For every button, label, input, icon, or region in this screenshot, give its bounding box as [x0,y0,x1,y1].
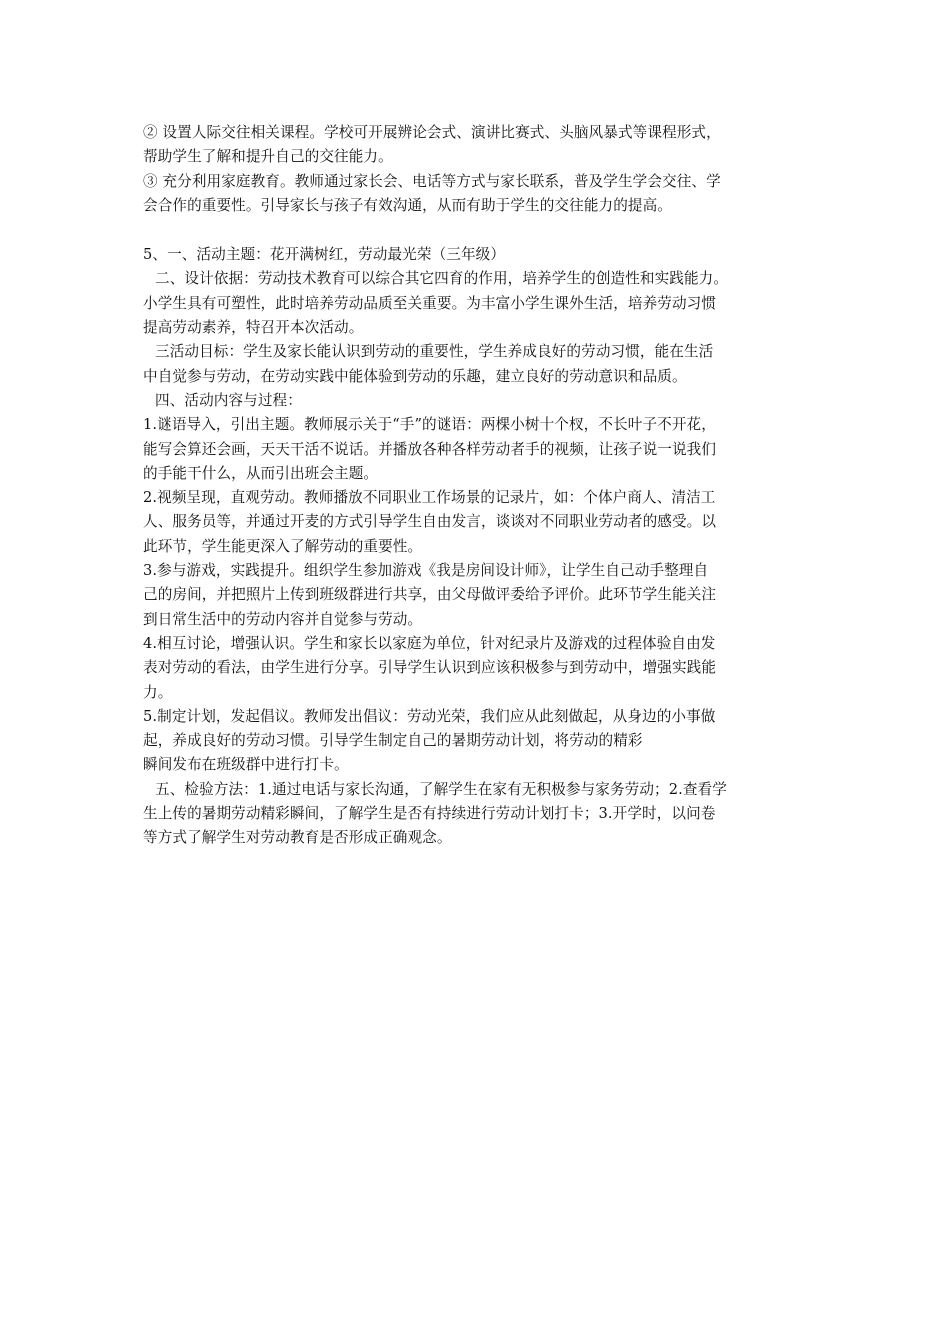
step-5-line-2: 起，养成良好的劳动习惯。引导学生制定自己的暑期劳动计划，将劳动的精彩 [143,732,643,750]
check-method-line-2: 生上传的暑期劳动精彩瞬间，了解学生是否有持续进行劳动计划打卡；3.开学时，以问卷 [143,805,716,823]
step-3-line-1: 3.参与游戏，实践提升。组织学生参加游戏《我是房间设计师》，让学生自己动手整理自 [143,562,709,580]
process-heading-text: 四、活动内容与过程： [155,391,302,409]
step-1-paragraph [143,413,815,486]
design-basis-paragraph [143,267,815,291]
item-2-line-1: ② 设置人际交往相关课程。学校可开展辨论会式、演讲比赛式、头脑风暴式等课程形式， [143,124,721,141]
process-heading [143,389,815,413]
step-5-line-3: 瞬间发布在班级群中进行打卡。 [143,756,349,774]
design-basis-line-1: 二、设计依据：劳动技术教育可以综合其它四育的作用，培养学生的创造性和实践能力。 [155,270,729,288]
step-2-paragraph [143,486,815,559]
step-5-paragraph [143,705,815,778]
item-2-line-2: 帮助学生了解和提升自己的交往能力。 [143,148,393,166]
step-2-line-2: 人、服务员等，并通过开麦的方式引导学生自由发言，谈谈对不同职业劳动者的感受。以 [143,513,717,531]
step-3-line-2: 己的房间，并把照片上传到班级群进行共享，由父母做评委给予评价。此环节学生能关注 [143,586,717,604]
design-basis-line-2: 小学生具有可塑性，此时培养劳动品质至关重要。为丰富小学生课外生活，培养劳动习惯 [143,294,717,312]
activity-goal-continued [143,365,815,389]
activity-goal-line-2: 中自觉参与劳动，在劳动实践中能体验到劳动的乐趣，建立良好的劳动意识和品质。 [143,367,687,385]
step-4-paragraph [143,632,815,705]
check-method-line-3: 等方式了解学生对劳动教育是否形成正确观念。 [143,829,452,847]
document-body [143,121,815,851]
step-2-line-1: 2.视频呈现，直观劳动。教师播放不同职业工作场景的记录片，如：个体户商人、清洁工 [143,489,716,507]
item-3-line-1: ③ 充分利用家庭教育。教师通过家长会、电话等方式与家长联系，普及学生学会交往、学 [143,172,721,190]
step-4-line-1: 4.相互讨论，增强认识。学生和家长以家庭为单位，针对纪录片及游戏的过程体验自由发 [143,634,716,652]
check-method-line-1: 五、检验方法：1.通过电话与家长沟通，了解学生在家有无积极参与家务劳动；2.查看学 [155,780,727,798]
step-3-line-3: 到日常生活中的劳动内容并自觉参与劳动。 [143,610,423,628]
design-basis-continued [143,292,815,341]
check-method-continued [143,802,815,851]
design-basis-line-3: 提高劳动素养，特召开本次活动。 [143,319,364,337]
step-1-line-2: 能写会算还会画，天天干活不说话。并播放各种各样劳动者手的视频，让孩子说一说我们 [143,440,717,458]
activity-goal-line-1: 三活动目标：学生及家长能认识到劳动的重要性，学生养成良好的劳动习惯，能在生活 [155,343,714,361]
step-2-line-3: 此环节，学生能更深入了解劳动的重要性。 [143,537,423,555]
item-3-paragraph [143,170,815,219]
step-4-line-2: 表对劳动的看法，由学生进行分享。引导学生认识到应该积极参与到劳动中，增强实践能 [143,659,717,677]
item-2-paragraph [143,121,815,170]
item-3-line-2: 会合作的重要性。引导家长与孩子有效沟通，从而有助于学生的交往能力的提高。 [143,196,672,214]
section-5-title [143,243,815,267]
activity-goal-paragraph [143,340,815,364]
step-5-line-1: 5.制定计划，发起倡议。教师发出倡议：劳动光荣，我们应从此刻做起，从身边的小事做 [143,707,716,725]
paragraph-gap [143,218,815,243]
step-1-line-1: 1.谜语导入，引出主题。教师展示关于“手”的谜语：两棵小树十个杈，不长叶子不开花， [143,416,716,434]
step-1-line-3: 的手能干什么，从而引出班会主题。 [143,464,379,482]
step-4-line-3: 力。 [143,683,173,701]
step-3-paragraph [143,559,815,632]
section-5-title-text: 5、一、活动主题：花开满树红，劳动最光荣（三年级） [143,246,506,264]
check-method-paragraph [143,778,815,802]
